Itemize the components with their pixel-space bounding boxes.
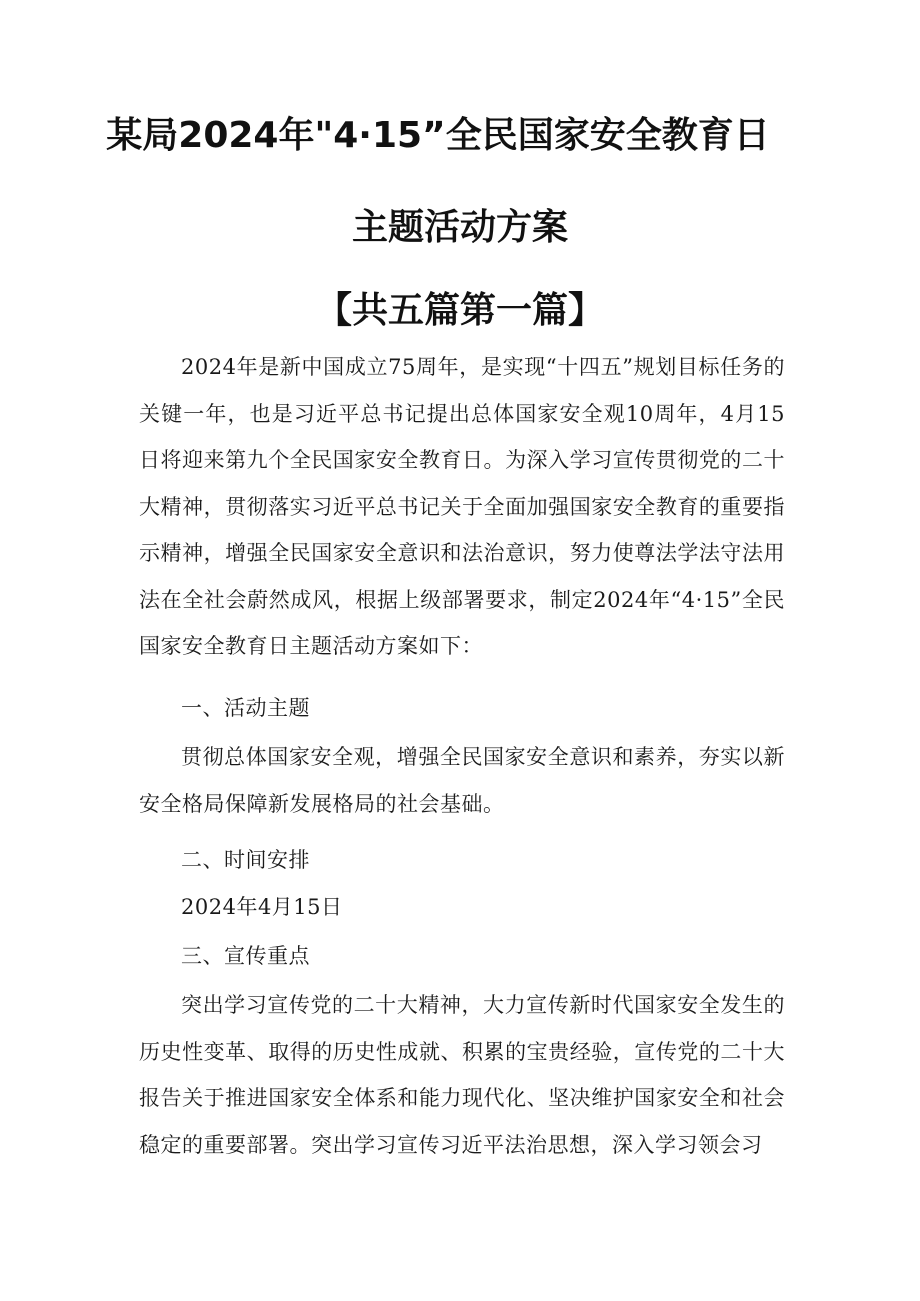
document-title-line-1: 某局2024年"4·15”全民国家安全教育日 [106, 115, 770, 156]
document-subtitle: 【共五篇第一篇】 [315, 290, 604, 331]
section-heading-schedule: 二、时间安排 [181, 848, 310, 872]
section-heading-theme: 一、活动主题 [181, 696, 310, 720]
document-title-line-2: 主题活动方案 [351, 207, 568, 248]
section-heading-focus: 三、宣传重点 [181, 944, 310, 968]
section-paragraph-theme: 贯彻总体国家安全观，增强全民国家安全意识和素养，夯实以新安全格局保障新发展格局的社会基础。 [139, 745, 785, 816]
section-paragraph-schedule: 2024年4月15日 [181, 895, 343, 919]
intro-paragraph: 2024年是新中国成立75周年，是实现“十四五”规划目标任务的关键一年，也是习近平总书记提出总体国家安全观10周年，4月15日将迎来第九个全民国家安全教育日。为深入学习宣传贯彻党的二十大精神，贯彻落实习近平总书记关于全面加强国家安全教育的重要指示精神，增强全民国家安全意识和法治意识，努力使尊法学法守法用法在全社会蔚然成风，根据上级部署要求，制定2024年“4·15”全民国家安全教育日主题活动方案如下： [139, 355, 785, 658]
section-paragraph-focus: 突出学习宣传党的二十大精神，大力宣传新时代国家安全发生的历史性变革、取得的历史性成就、积累的宝贵经验，宣传党的二十大报告关于推进国家安全体系和能力现代化、坚决维护国家安全和社会稳定的重要部署。突出学习宣传习近平法治思想，深入学习领会习 [139, 993, 785, 1157]
